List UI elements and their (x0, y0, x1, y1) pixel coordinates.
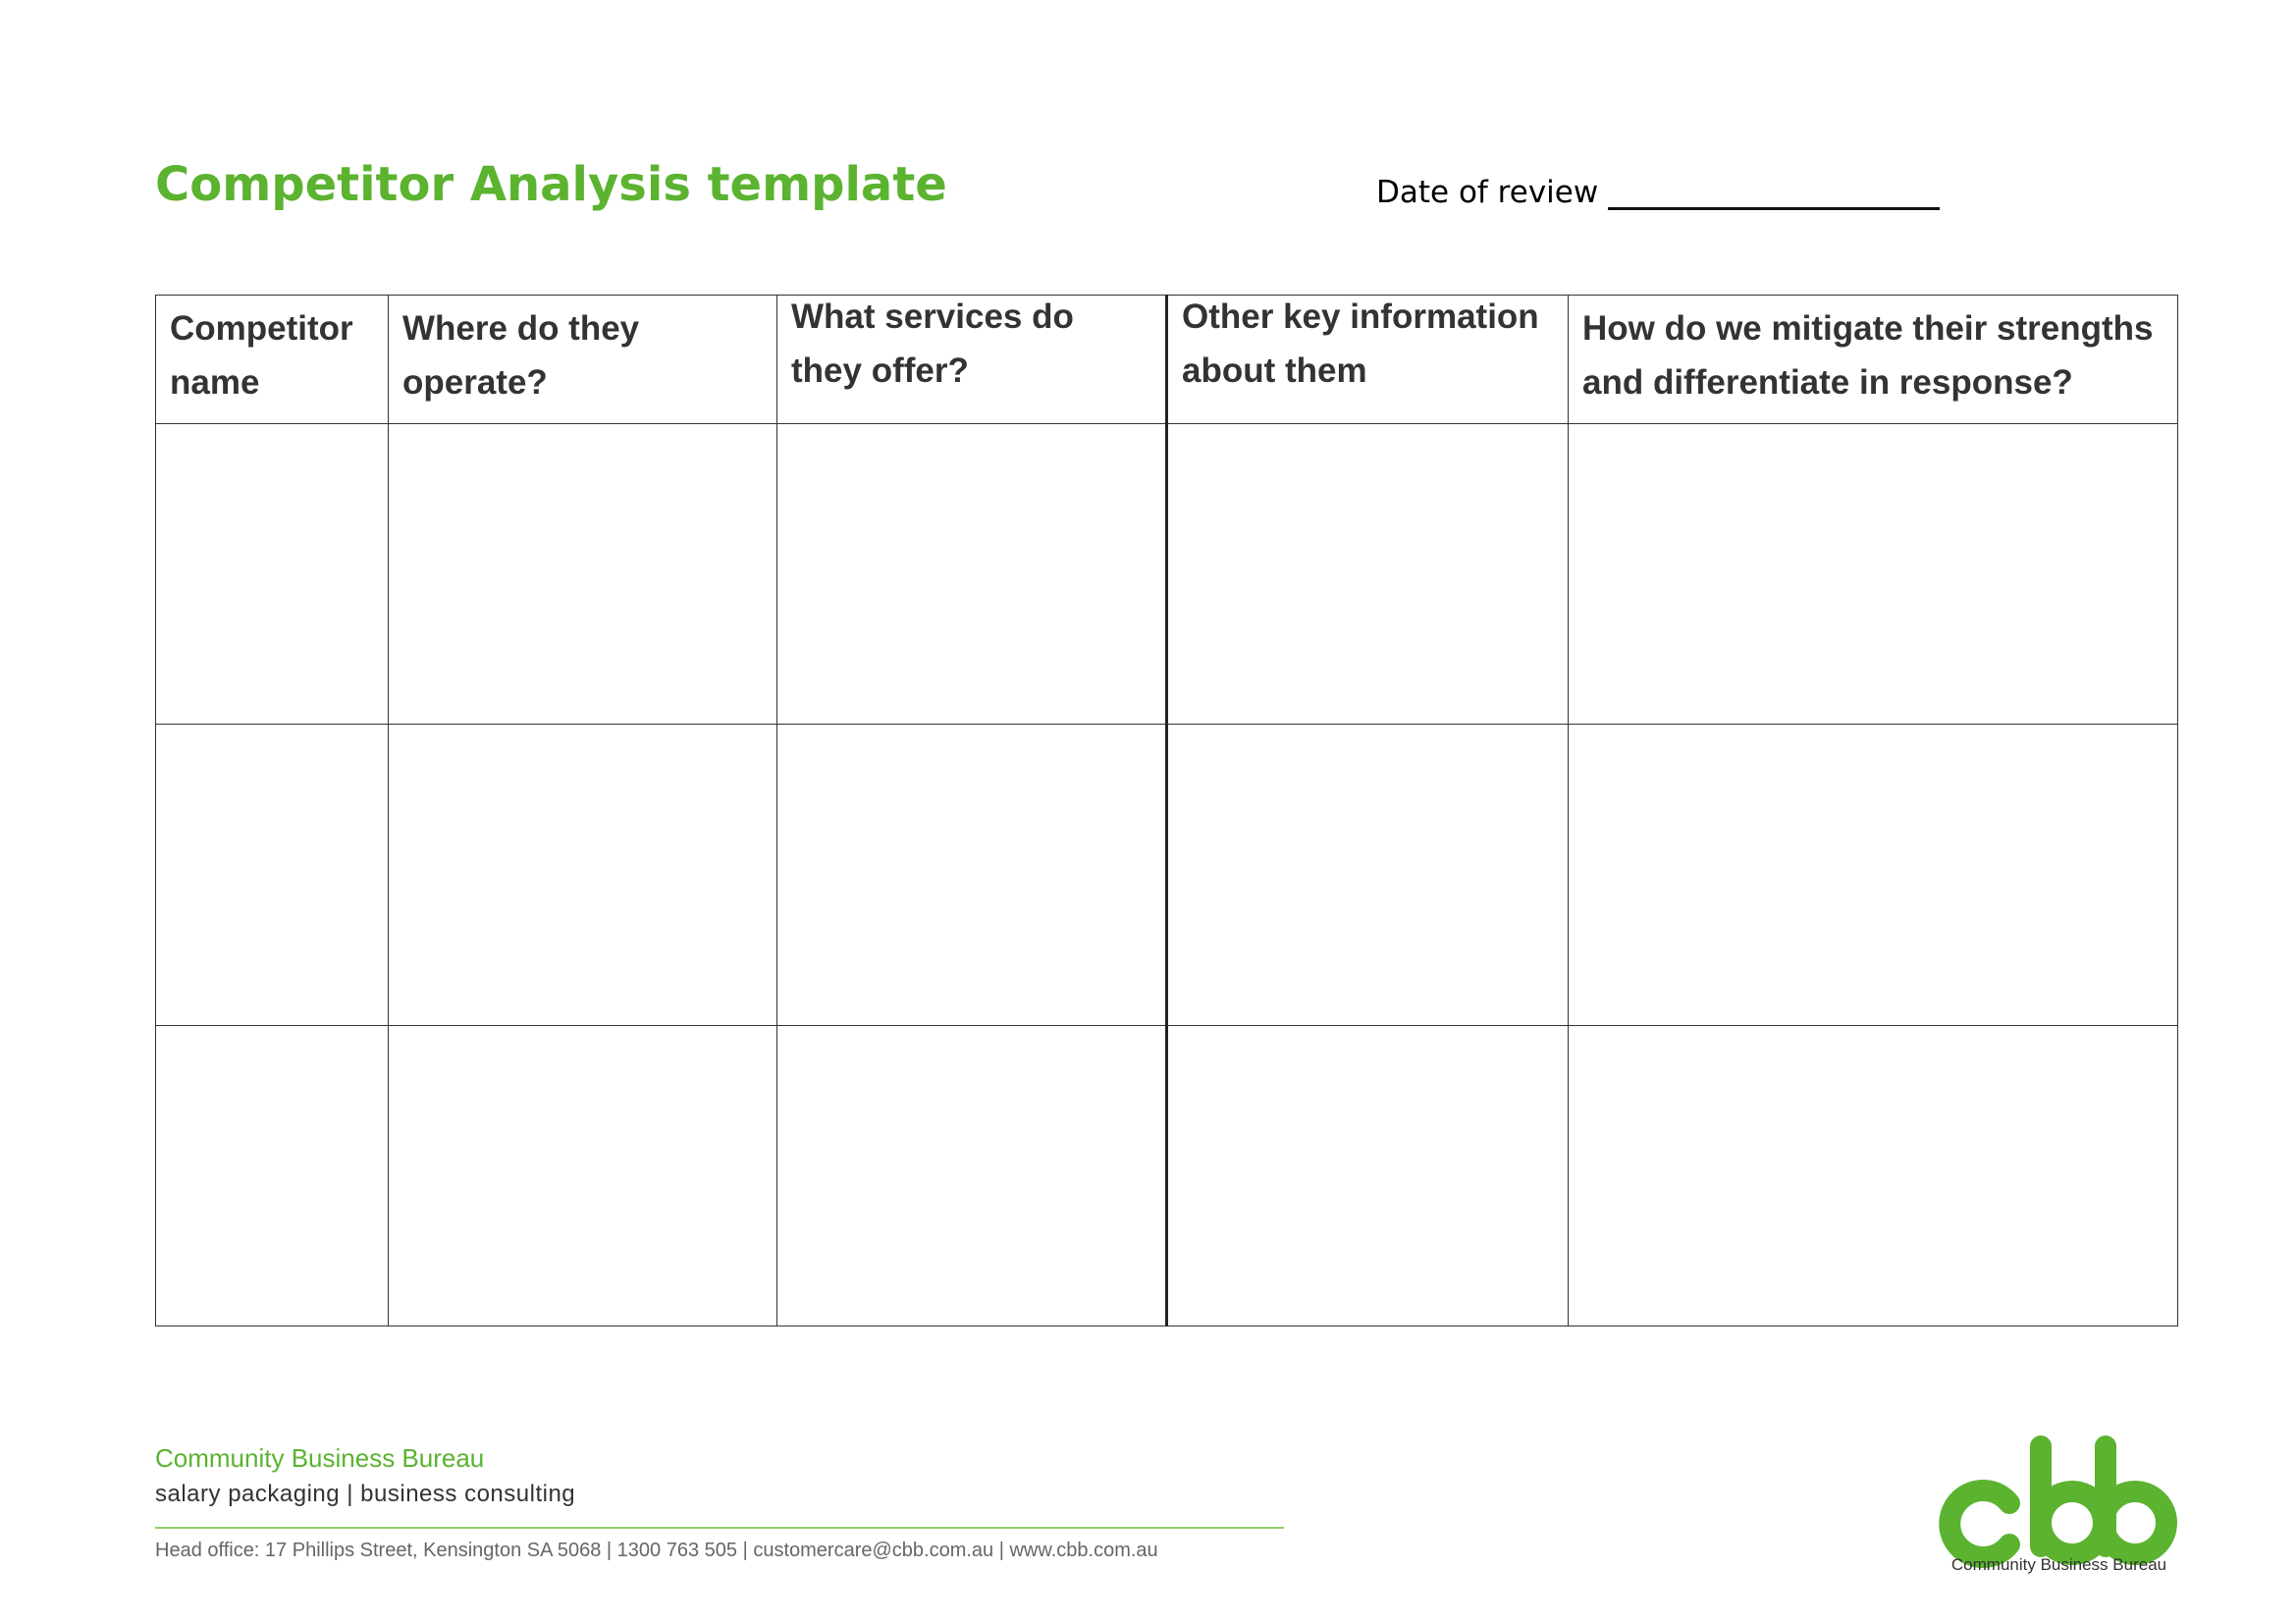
footer-tagline: salary packaging | business consulting (155, 1481, 576, 1507)
table-cell[interactable] (389, 1025, 777, 1326)
table-cell[interactable] (389, 725, 777, 1025)
column-header-services (777, 296, 1167, 424)
table-row (156, 424, 2178, 725)
table-cell[interactable] (1167, 725, 1569, 1025)
footer-contact-details: Head office: 17 Phillips Street, Kensington SA 5068 | 1300 763 505 | customercare@cbb.com.au | www.cbb.com.au (155, 1540, 1158, 1561)
table-cell[interactable] (1569, 424, 2178, 725)
date-of-review-field[interactable] (1608, 176, 1940, 210)
footer-brand-name: Community Business Bureau (155, 1443, 485, 1473)
table-cell[interactable] (1167, 1025, 1569, 1326)
table-cell[interactable] (1569, 725, 2178, 1025)
table-header-row (156, 296, 2178, 424)
table-cell[interactable] (777, 725, 1167, 1025)
column-header-key-information-text: Other key information about them (1182, 298, 1539, 390)
date-of-review (1376, 175, 1940, 210)
cbb-logo (1939, 1429, 2179, 1576)
logo-caption: Community Business Bureau (1950, 1555, 2167, 1574)
table-cell[interactable] (1167, 424, 1569, 725)
table-cell[interactable] (1569, 1025, 2178, 1326)
competitor-table (155, 295, 2178, 1326)
column-header-where-operate: Where do they operate? (389, 296, 777, 424)
table-cell[interactable] (156, 424, 389, 725)
table-cell[interactable] (156, 1025, 389, 1326)
column-header-competitor-name: Competitor name (156, 296, 389, 424)
column-header-services-text: What services do they offer? (791, 298, 1074, 390)
footer-divider (155, 1527, 1284, 1529)
table-row (156, 725, 2178, 1025)
table-cell[interactable] (389, 424, 777, 725)
logo-letter-c (1949, 1490, 2009, 1557)
table-row (156, 1025, 2178, 1326)
table-cell[interactable] (777, 1025, 1167, 1326)
logo-letter-b2-bowl (2104, 1491, 2166, 1554)
column-header-key-information (1167, 296, 1569, 424)
table-cell[interactable] (777, 424, 1167, 725)
column-header-mitigation: How do we mitigate their strengths and differentiate in response? (1569, 296, 2178, 424)
page-title: Competitor Analysis template (155, 157, 947, 212)
date-of-review-label: Date of review (1376, 175, 1599, 210)
table-cell[interactable] (156, 725, 389, 1025)
